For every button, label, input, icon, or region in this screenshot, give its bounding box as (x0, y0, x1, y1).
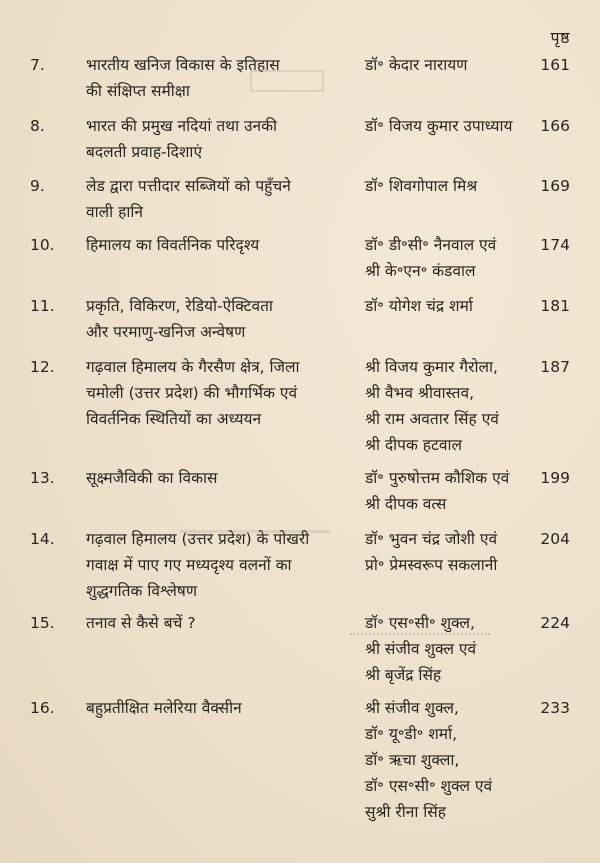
entry-authors: डॉ॰ केदार नारायण (365, 56, 468, 74)
entry-number: 13. (30, 469, 55, 487)
entry-number: 11. (30, 297, 55, 315)
entry-page-number: 161 (540, 56, 570, 74)
entry-title: तनाव से कैसे बचें ? (86, 614, 196, 632)
entry-title: लेड द्वारा पत्तीदार सब्जियों को पहुँचने वाली हानि (86, 177, 291, 221)
entry-number: 9. (30, 177, 45, 195)
entry-authors: श्री संजीव शुक्ल, डॉ॰ यू॰डी॰ शर्मा, डॉ॰ ऋचा शुक्ला, डॉ॰ एस॰सी॰ शुक्ल एवं सुश्री रीना सिंह (365, 699, 493, 821)
entry-number: 15. (30, 614, 55, 632)
entry-page-number: 169 (540, 177, 570, 195)
entry-authors: डॉ॰ पुरुषोत्तम कौशिक एवं श्री दीपक वत्स (365, 469, 510, 513)
entry-number: 7. (30, 56, 45, 74)
entry-title: हिमालय का विवर्तनिक परिदृश्य (86, 236, 260, 254)
entry-number: 14. (30, 530, 55, 548)
entry-title: भारतीय खनिज विकास के इतिहास की संक्षिप्त समीक्षा (86, 56, 280, 100)
entry-authors: डॉ॰ डी॰सी॰ नैनवाल एवं श्री के॰एन॰ कंडवाल (365, 236, 497, 280)
entry-page-number: 166 (540, 117, 570, 135)
entry-authors: डॉ॰ भुवन चंद्र जोशी एवं प्रो॰ प्रेमस्वरूप सकलानी (365, 530, 498, 574)
entry-number: 8. (30, 117, 45, 135)
entry-authors: डॉ॰ शिवगोपाल मिश्र (365, 177, 478, 195)
entry-title: गढ़वाल हिमालय के गैरसैण क्षेत्र, जिला चमोली (उत्तर प्रदेश) की भौगर्भिक एवं विवर्तनिक स्थितियों का अध्ययन (86, 358, 300, 428)
entry-number: 12. (30, 358, 55, 376)
entry-page-number: 187 (540, 358, 570, 376)
entry-number: 16. (30, 699, 55, 717)
entry-page-number: 224 (540, 614, 570, 632)
entry-page-number: 204 (540, 530, 570, 548)
entry-page-number: 181 (540, 297, 570, 315)
entry-authors: डॉ॰ योगेश चंद्र शर्मा (365, 297, 473, 315)
entry-title: प्रकृति, विकिरण, रेडियो-ऐक्टिवता और परमाणु-खनिज अन्वेषण (86, 297, 273, 341)
entry-page-number: 199 (540, 469, 570, 487)
entry-authors: डॉ॰ एस॰सी॰ शुक्ल, श्री संजीव शुक्ल एवं श्री बृजेंद्र सिंह (365, 614, 477, 684)
entry-title: बहुप्रतीक्षित मलेरिया वैक्सीन (86, 699, 242, 717)
entry-title: गढ़वाल हिमालय (उत्तर प्रदेश) के पोखरी गवाक्ष में पाए गए मध्यदृश्य वलनों का शुद्धगतिक विश्लेषण (86, 530, 310, 600)
entry-authors: डॉ॰ विजय कुमार उपाध्याय (365, 117, 513, 135)
entry-number: 10. (30, 236, 55, 254)
entry-title: सूक्ष्मजैविकी का विकास (86, 469, 218, 487)
entry-page-number: 233 (540, 699, 570, 717)
entry-authors: श्री विजय कुमार गैरोला, श्री वैभव श्रीवास्तव, श्री राम अवतार सिंह एवं श्री दीपक हटवाल (365, 358, 499, 454)
page-column-header: पृष्ठ (550, 28, 570, 47)
entry-page-number: 174 (540, 236, 570, 254)
entry-title: भारत की प्रमुख नदियां तथा उनकी बदलती प्रवाह-दिशाएं (86, 117, 278, 161)
